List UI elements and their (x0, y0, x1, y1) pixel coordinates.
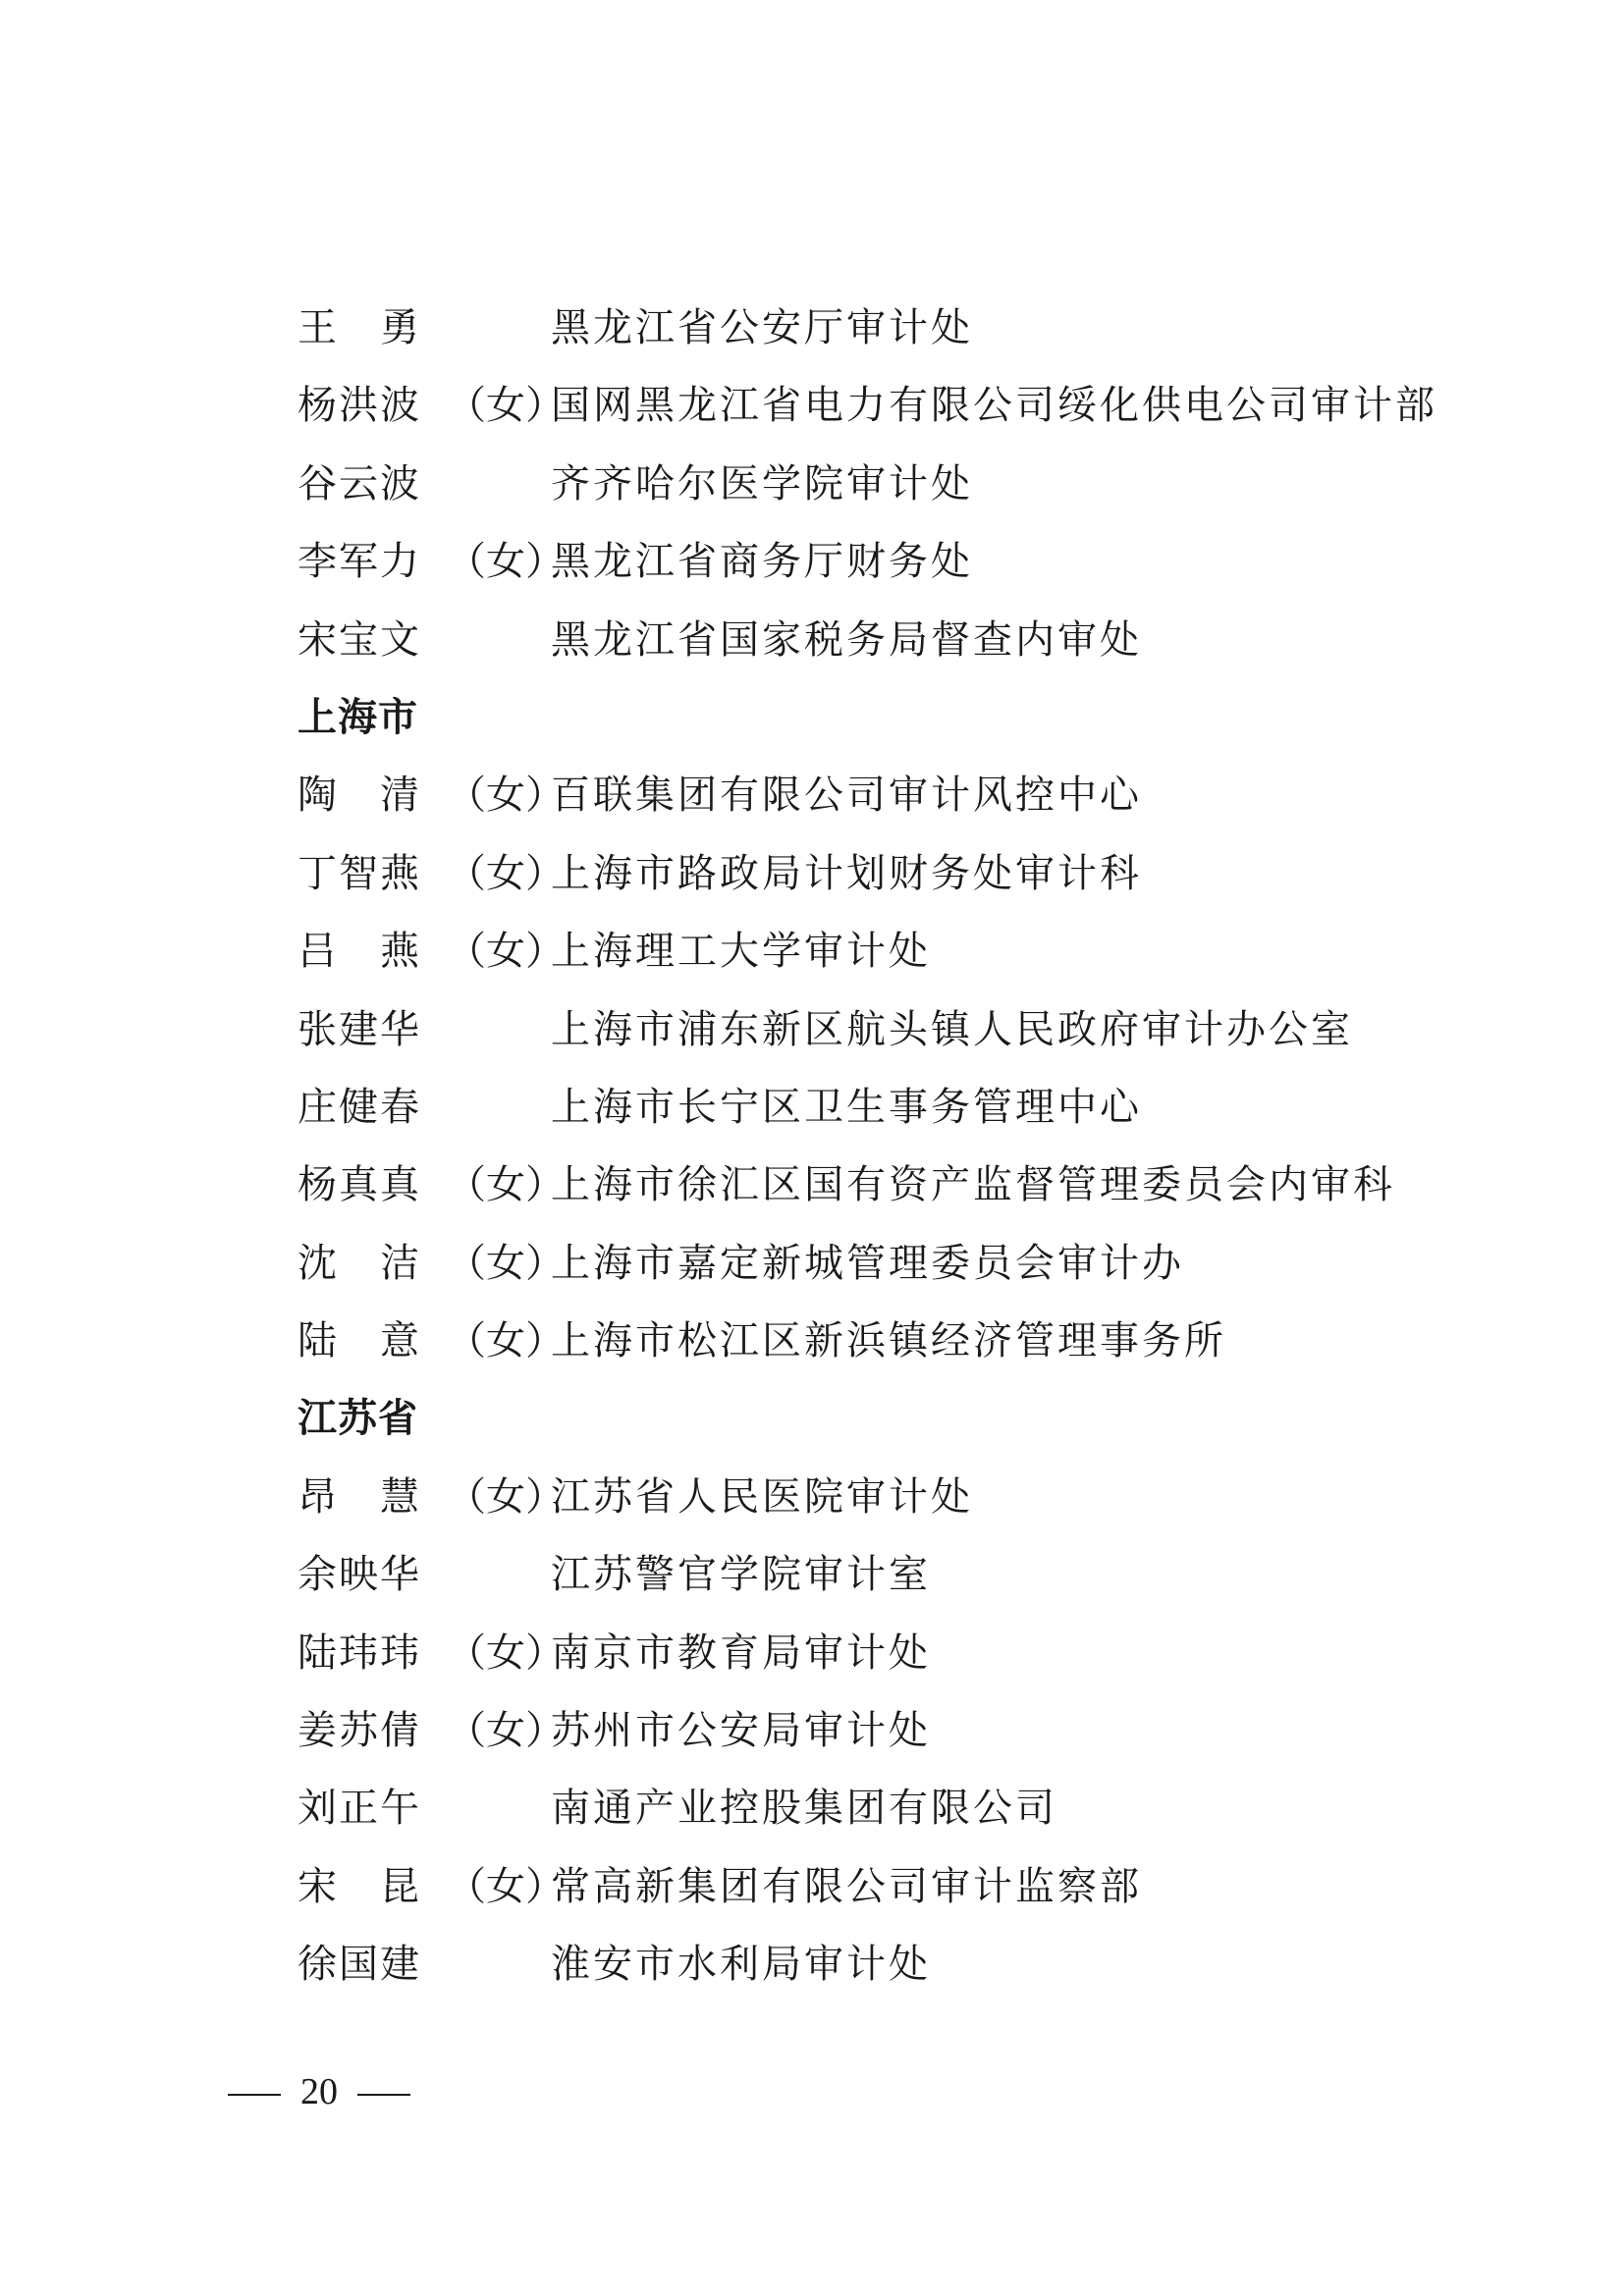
list-item (298, 1615, 1525, 1692)
person-name: 余映华 (298, 1552, 421, 1598)
work-unit: 黑龙江省公安厅审计处 (551, 305, 973, 350)
footer-dash-left (228, 2094, 281, 2096)
footer-dash-right (357, 2094, 410, 2096)
list-item (298, 446, 1525, 523)
work-unit: 上海市徐汇区国有资产监督管理委员会内审科 (551, 1162, 1395, 1208)
person-name: 杨真真 (298, 1162, 421, 1208)
work-unit: 苏州市公安局审计处 (551, 1708, 931, 1754)
list-item (298, 1069, 1525, 1147)
work-unit: 上海市松江区新浜镇经济管理事务所 (551, 1318, 1226, 1364)
work-unit: 上海市路政局计划财务处审计科 (551, 850, 1142, 896)
list-item (298, 602, 1525, 679)
gender-note: （女） (447, 929, 565, 975)
region-heading (298, 679, 1525, 757)
person-name: 杨洪波 (298, 383, 421, 429)
region-heading (298, 1380, 1525, 1458)
person-name: 李军力 (298, 539, 421, 585)
person-name: 宋 昆 (298, 1863, 421, 1909)
work-unit: 上海市浦东新区航头镇人民政府审计办公室 (551, 1006, 1353, 1052)
gender-note: （女） (447, 850, 565, 896)
work-unit: 江苏省人民医院审计处 (551, 1473, 973, 1520)
list-item (298, 523, 1525, 601)
work-unit: 上海市嘉定新城管理委员会审计办 (551, 1240, 1184, 1286)
work-unit: 江苏警官学院审计室 (551, 1552, 931, 1598)
person-name: 徐国建 (298, 1942, 421, 1988)
region-name: 上海市 (298, 694, 418, 740)
list-item (298, 1459, 1525, 1536)
person-name: 张建华 (298, 1006, 421, 1052)
gender-note: （女） (447, 1863, 565, 1909)
person-name: 陆 意 (298, 1318, 421, 1364)
region-name: 江苏省 (298, 1396, 418, 1442)
list-item (298, 1225, 1525, 1303)
gender-note: （女） (447, 1240, 565, 1286)
list-item (298, 1536, 1525, 1614)
gender-note: （女） (447, 1473, 565, 1520)
list-item (298, 1770, 1525, 1847)
name-list (298, 290, 1525, 2004)
list-item (298, 1303, 1525, 1380)
person-name: 谷云波 (298, 460, 421, 507)
work-unit: 南通产业控股集团有限公司 (551, 1786, 1057, 1832)
list-item (298, 991, 1525, 1069)
person-name: 姜苏倩 (298, 1708, 421, 1754)
person-name: 昂 慧 (298, 1473, 421, 1520)
gender-note: （女） (447, 773, 565, 819)
work-unit: 上海理工大学审计处 (551, 929, 931, 975)
work-unit: 淮安市水利局审计处 (551, 1942, 931, 1988)
gender-note: （女） (447, 1318, 565, 1364)
person-name: 沈 洁 (298, 1240, 421, 1286)
list-item (298, 1848, 1525, 1926)
list-item (298, 913, 1525, 990)
person-name: 丁智燕 (298, 850, 421, 896)
person-name: 宋宝文 (298, 616, 421, 663)
gender-note: （女） (447, 539, 565, 585)
person-name: 王 勇 (298, 305, 421, 350)
list-item (298, 367, 1525, 445)
list-item (298, 1147, 1525, 1224)
person-name: 吕 燕 (298, 929, 421, 975)
list-item (298, 1926, 1525, 2003)
work-unit: 上海市长宁区卫生事务管理中心 (551, 1084, 1142, 1130)
work-unit: 黑龙江省国家税务局督查内审处 (551, 616, 1142, 663)
gender-note: （女） (447, 1162, 565, 1208)
work-unit: 黑龙江省商务厅财务处 (551, 539, 973, 585)
list-item (298, 835, 1525, 913)
list-item (298, 1692, 1525, 1770)
page-number: 20 (300, 2071, 338, 2112)
work-unit: 南京市教育局审计处 (551, 1629, 931, 1676)
work-unit: 国网黑龙江省电力有限公司绥化供电公司审计部 (551, 383, 1437, 429)
gender-note: （女） (447, 1708, 565, 1754)
person-name: 陆玮玮 (298, 1629, 421, 1676)
list-item (298, 290, 1525, 367)
gender-note: （女） (447, 383, 565, 429)
work-unit: 常高新集团有限公司审计监察部 (551, 1863, 1142, 1909)
person-name: 陶 清 (298, 773, 421, 819)
work-unit: 齐齐哈尔医学院审计处 (551, 460, 973, 507)
person-name: 庄健春 (298, 1084, 421, 1130)
person-name: 刘正午 (298, 1786, 421, 1832)
list-item (298, 757, 1525, 834)
gender-note: （女） (447, 1629, 565, 1676)
work-unit: 百联集团有限公司审计风控中心 (551, 773, 1142, 819)
page-footer (228, 2066, 410, 2116)
